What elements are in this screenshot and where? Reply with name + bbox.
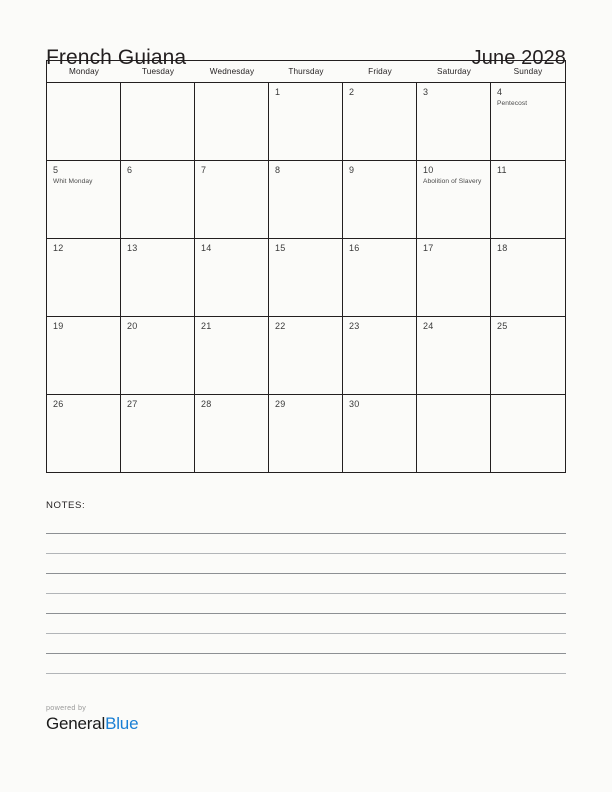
day-number: 6 bbox=[127, 165, 133, 175]
day-number: 29 bbox=[275, 399, 286, 409]
day-number: 23 bbox=[349, 321, 360, 331]
notes-label: NOTES: bbox=[46, 500, 86, 511]
weekday-header-wednesday: Wednesday bbox=[209, 67, 255, 76]
day-number: 20 bbox=[127, 321, 138, 331]
notes-line[interactable] bbox=[46, 574, 566, 594]
day-number: 14 bbox=[201, 243, 212, 253]
calendar-day-cell[interactable] bbox=[121, 317, 195, 395]
day-number: 18 bbox=[497, 243, 508, 253]
weekday-header-tuesday: Tuesday bbox=[141, 67, 175, 76]
day-number: 27 bbox=[127, 399, 138, 409]
day-number: 9 bbox=[349, 165, 355, 175]
calendar-day-cell[interactable] bbox=[195, 317, 269, 395]
calendar-week-row bbox=[47, 161, 565, 239]
calendar-day-cell[interactable] bbox=[343, 395, 417, 472]
calendar-day-cell[interactable] bbox=[47, 161, 121, 239]
calendar-day-cell-empty bbox=[47, 83, 121, 161]
notes-line[interactable] bbox=[46, 594, 566, 614]
day-number: 15 bbox=[275, 243, 286, 253]
calendar-day-cell[interactable] bbox=[343, 239, 417, 317]
calendar-period: June 2028 bbox=[471, 47, 566, 69]
calendar-day-cell[interactable] bbox=[417, 317, 491, 395]
page-header bbox=[46, 0, 566, 69]
notes-line[interactable] bbox=[46, 534, 566, 554]
day-number: 22 bbox=[275, 321, 286, 331]
notes-line[interactable] bbox=[46, 514, 566, 534]
calendar-day-cell[interactable] bbox=[121, 239, 195, 317]
weekday-header-row bbox=[47, 61, 565, 83]
calendar-day-cell[interactable] bbox=[491, 83, 565, 161]
day-number: 8 bbox=[275, 165, 281, 175]
day-number: 25 bbox=[497, 321, 508, 331]
calendar-day-cell[interactable] bbox=[195, 239, 269, 317]
weekday-header-thursday: Thursday bbox=[288, 67, 324, 76]
calendar-day-cell-empty bbox=[491, 395, 565, 472]
calendar-day-cell[interactable] bbox=[269, 317, 343, 395]
calendar-day-cell-empty bbox=[417, 395, 491, 472]
calendar-day-cell[interactable] bbox=[491, 239, 565, 317]
calendar-day-cell[interactable] bbox=[491, 161, 565, 239]
notes-line[interactable] bbox=[46, 554, 566, 574]
day-number: 17 bbox=[423, 243, 434, 253]
calendar-day-cell[interactable] bbox=[269, 161, 343, 239]
generalblue-logo[interactable] bbox=[46, 714, 138, 733]
day-number: 1 bbox=[275, 87, 281, 97]
notes-section bbox=[46, 500, 566, 674]
page-title: French Guiana bbox=[46, 46, 187, 69]
calendar-week-row bbox=[47, 317, 565, 395]
brand-name-blue: Blue bbox=[105, 714, 139, 733]
calendar-week-row bbox=[47, 83, 565, 161]
calendar-day-cell[interactable] bbox=[417, 83, 491, 161]
calendar-day-cell[interactable] bbox=[343, 161, 417, 239]
day-number: 10 bbox=[423, 165, 434, 175]
calendar-week-row bbox=[47, 395, 565, 472]
day-number: 5 bbox=[53, 165, 59, 175]
calendar-day-cell[interactable] bbox=[121, 395, 195, 472]
day-number: 24 bbox=[423, 321, 434, 331]
holiday-label: Whit Monday bbox=[53, 177, 93, 185]
day-number: 3 bbox=[423, 87, 429, 97]
calendar-day-cell[interactable] bbox=[269, 83, 343, 161]
day-number: 2 bbox=[349, 87, 355, 97]
day-number: 19 bbox=[53, 321, 64, 331]
calendar-day-cell[interactable] bbox=[417, 161, 491, 239]
calendar-grid bbox=[46, 60, 566, 473]
notes-line[interactable] bbox=[46, 614, 566, 634]
calendar-day-cell[interactable] bbox=[195, 395, 269, 472]
calendar-day-cell[interactable] bbox=[491, 317, 565, 395]
weekday-header-sunday: Sunday bbox=[513, 67, 543, 76]
calendar-day-cell[interactable] bbox=[121, 161, 195, 239]
day-number: 11 bbox=[497, 165, 507, 175]
day-number: 28 bbox=[201, 399, 212, 409]
day-number: 7 bbox=[201, 165, 207, 175]
day-number: 26 bbox=[53, 399, 64, 409]
calendar-day-cell-empty bbox=[195, 83, 269, 161]
day-number: 4 bbox=[497, 87, 503, 97]
holiday-label: Abolition of Slavery bbox=[423, 177, 482, 185]
calendar-day-cell[interactable] bbox=[343, 83, 417, 161]
calendar-day-cell[interactable] bbox=[47, 239, 121, 317]
calendar-day-cell[interactable] bbox=[269, 239, 343, 317]
day-number: 30 bbox=[349, 399, 360, 409]
day-number: 12 bbox=[53, 243, 64, 253]
calendar-day-cell-empty bbox=[121, 83, 195, 161]
calendar-day-cell[interactable] bbox=[47, 395, 121, 472]
brand-name-general: General bbox=[46, 714, 106, 733]
weekday-header-monday: Monday bbox=[68, 67, 100, 76]
holiday-label: Pentecost bbox=[497, 99, 528, 107]
weekday-header-saturday: Saturday bbox=[437, 67, 471, 76]
day-number: 21 bbox=[201, 321, 212, 331]
day-number: 13 bbox=[127, 243, 138, 253]
day-number: 16 bbox=[349, 243, 360, 253]
powered-by-label: powered by bbox=[46, 703, 87, 712]
calendar-week-row bbox=[47, 239, 565, 317]
weekday-header-friday: Friday bbox=[368, 67, 392, 76]
notes-line[interactable] bbox=[46, 654, 566, 674]
calendar-day-cell[interactable] bbox=[195, 161, 269, 239]
calendar-day-cell[interactable] bbox=[47, 317, 121, 395]
footer-branding bbox=[46, 703, 138, 733]
calendar-day-cell[interactable] bbox=[417, 239, 491, 317]
calendar-day-cell[interactable] bbox=[269, 395, 343, 472]
notes-line[interactable] bbox=[46, 634, 566, 654]
calendar-day-cell[interactable] bbox=[343, 317, 417, 395]
